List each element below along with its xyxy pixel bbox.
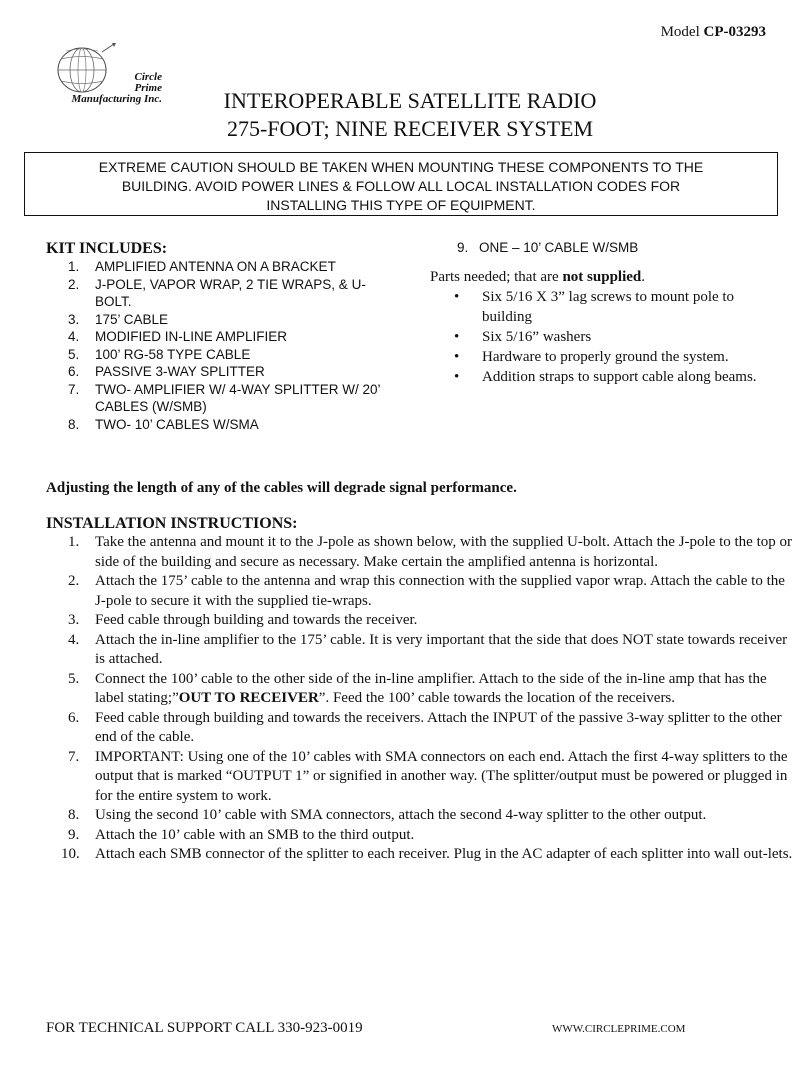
logo-line-prime: Prime [134,82,162,94]
model-code: CP-03293 [703,24,766,40]
adjust-warning: Adjusting the length of any of the cables will degrade signal performance. [46,480,517,496]
install-list [46,533,794,865]
list-item: 2. J-POLE, VAPOR WRAP, 2 TIE WRAPS, & U-BOLT. [68,276,366,309]
list-item: 3. 175’ CABLE [68,311,169,327]
list-item: 5. 100’ RG-58 TYPE CABLE [68,346,251,362]
logo-line-manufacturing: Manufacturing Inc. [71,93,162,105]
page-title [130,87,690,143]
kit-item-9: 9. ONE – 10’ CABLE W/SMB [457,240,639,255]
list-item: 10. Attach each SMB connector of the splitter to each receiver. Plug in the AC adapter of each splitter into wall out-lets. [61,846,793,862]
list-item: 8. Using the second 10’ cable with SMA connectors, attach the second 4-way splitter to the other output. [68,807,707,823]
parts-needed-section [430,267,770,387]
list-item: • Addition straps to support cable along beams. [454,369,757,385]
list-item: 5. Connect the 100’ cable to the other side of the in-line amplifier. Attach to the side of the in-line amp that has the label stating;”OUT TO RECEIVER”. Feed the 100’ cable towards the location of the receivers. [68,670,767,706]
parts-list [430,287,770,387]
list-item: 2. Attach the 175’ cable to the antenna and wrap this connection with the supplied vapor wrap. Attach the cable to the J-pole to secure it with the supplied tie-wraps. [68,573,785,609]
installation-section [46,515,794,865]
caution-line-1: EXTREME CAUTION SHOULD BE TAKEN WHEN MOUNTING THESE COMPONENTS TO THE [98,159,704,175]
list-item: 1. Take the antenna and mount it to the J-pole as shown below, with the supplied U-bolt. Attach the J-pole to the top or side of the building and secure as necessary. Make certain the amplified antenna is horizontal. [68,534,793,570]
list-item: • Six 5/16” washers [454,329,592,345]
list-item: 7. TWO- AMPLIFIER W/ 4-WAY SPLITTER W/ 20’ CABLES (W/SMB) [68,381,381,414]
list-item: • Hardware to properly ground the system. [454,349,729,365]
title-line-2: 275-FOOT; NINE RECEIVER SYSTEM [226,116,594,141]
list-item: 1. AMPLIFIED ANTENNA ON A BRACKET [68,259,336,274]
model-number [661,24,766,41]
caution-line-2: BUILDING. AVOID POWER LINES & FOLLOW ALL LOCAL INSTALLATION CODES FOR [121,178,681,194]
caution-box [24,152,778,216]
model-prefix: Model [660,24,704,40]
kit-heading: KIT INCLUDES: [46,240,168,257]
right-column [430,240,770,387]
install-heading: INSTALLATION INSTRUCTIONS: [46,515,298,532]
website-url: WWW.CIRCLEPRIME.COM [552,1023,686,1035]
parts-intro: Parts needed; that are not supplied. [430,269,645,285]
caution-line-3: INSTALLING THIS TYPE OF EQUIPMENT. [266,197,536,213]
list-item: 9. Attach the 10’ cable with an SMB to the third output. [68,826,415,843]
list-item: 4. Attach the in-line amplifier to the 175’ cable. It is very important that the side that does NOT state towards receiver is attached. [68,631,788,667]
list-item: 6. PASSIVE 3-WAY SPLITTER [68,364,265,379]
kit-includes-section [46,240,396,433]
kit-list [46,258,396,433]
list-item: 7. IMPORTANT: Using one of the 10’ cables with SMA connectors on each end. Attach the first 4-way splitters to the output that is marked “OUTPUT 1” or signified in another way. (The splitter/output must be powered or plugged in for the entire system to work. [68,748,788,804]
logo-line-circle: Circle [134,71,162,83]
list-item: 3. Feed cable through building and towards the receiver. [68,612,418,628]
list-item: • Six 5/16 X 3” lag screws to mount pole to building [454,289,735,325]
support-phone: FOR TECHNICAL SUPPORT CALL 330-923-0019 [46,1020,363,1036]
list-item: 8. TWO- 10’ CABLES W/SMA [68,416,259,432]
list-item: 4. MODIFIED IN-LINE AMPLIFIER [68,329,288,344]
list-item: 6. Feed cable through building and towards the receivers. Attach the INPUT of the passive 3-way splitter to the other end of the cable. [68,709,782,745]
title-line-1: INTEROPERABLE SATELLITE RADIO [223,88,597,113]
